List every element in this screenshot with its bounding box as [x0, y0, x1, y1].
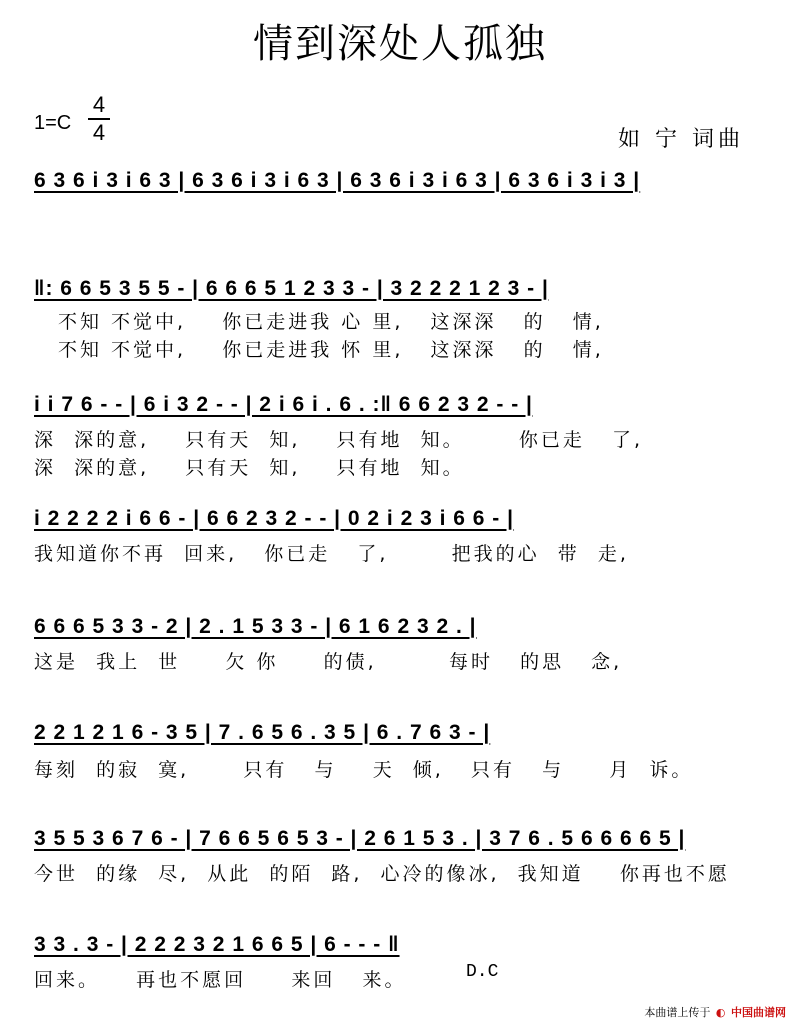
music-line-intro: 6 3 6 i 3 i 6 3 | 6 3 6 i 3 i 6 3 | 6 3 6 i 3 i 6 3 | 6 3 6 i 3 i 3 | [34, 169, 641, 192]
music-line-7: 3 3 . 3 - | 2 2 2 3 2 1 6 6 5 | 6 - - - ‖ [34, 933, 400, 956]
lyric-line: 回来。 再也不愿回 来回 来。 [34, 969, 407, 991]
music-line-4: 6 6 6 5 3 3 - 2 | 2 . 1 5 3 3 - | 6 1 6 2 3 2 . | [34, 615, 477, 638]
music-line-1: ‖: 6 6 5 3 5 5 - | 6 6 6 5 1 2 3 3 - | 3 2 2 2 1 2 3 - | [34, 277, 549, 300]
time-signature-bottom: 4 [92, 120, 106, 145]
song-title: 情到深处人孤独 [253, 21, 547, 67]
music-line-6: 3 5 5 3 6 7 6 - | 7 6 6 5 6 5 3 - | 2 6 1 5 3 . | 3 7 6 . 5 6 6 6 6 5 | [34, 827, 686, 850]
footer-source [644, 1004, 786, 1020]
music-line-2: i i 7 6 - - | 6 i 3 2 - - | 2 i 6 i . 6 . :‖ 6 6 2 3 2 - - | [34, 393, 533, 416]
time-signature [88, 92, 110, 146]
lyric-line: 深 深的意, 只有天 知, 只有地 知。 你已走 了, [34, 429, 644, 451]
time-signature-top: 4 [88, 92, 110, 120]
footer-text: 本曲谱上传于 [644, 1006, 711, 1019]
music-line-5: 2 2 1 2 1 6 - 3 5 | 7 . 6 5 6 . 3 5 | 6 . 7 6 3 - | [34, 721, 491, 744]
lyric-line: 每刻 的寂 寞, 只有 与 天 倾, 只有 与 月 诉。 [34, 759, 694, 781]
lyric-line: 这是 我上 世 欠 你 的债, 每时 的思 念, [34, 651, 623, 673]
lyric-line: 深 深的意, 只有天 知, 只有地 知。 [34, 457, 465, 479]
lyric-line: 今世 的缘 尽, 从此 的陌 路, 心冷的像冰, 我知道 你再也不愿 [34, 863, 730, 885]
dc-mark: D.C [466, 962, 499, 982]
site-logo-text: 中国曲谱网 [731, 1006, 786, 1019]
key-signature: 1=C [34, 112, 72, 134]
lyric-line: 不知 不觉中, 你已走进我 心 里, 这深深 的 情, [58, 311, 604, 333]
site-logo-icon: ◐ [715, 1006, 726, 1019]
lyric-line: 我知道你不再 回来, 你已走 了, 把我的心 带 走, [34, 543, 629, 565]
music-line-3: i 2 2 2 2 i 6 6 - | 6 6 2 3 2 - - | 0 2 i 2 3 i 6 6 - | [34, 507, 515, 530]
credit: 如 宁 词曲 [618, 127, 744, 152]
lyric-line: 不知 不觉中, 你已走进我 怀 里, 这深深 的 情, [58, 339, 604, 361]
